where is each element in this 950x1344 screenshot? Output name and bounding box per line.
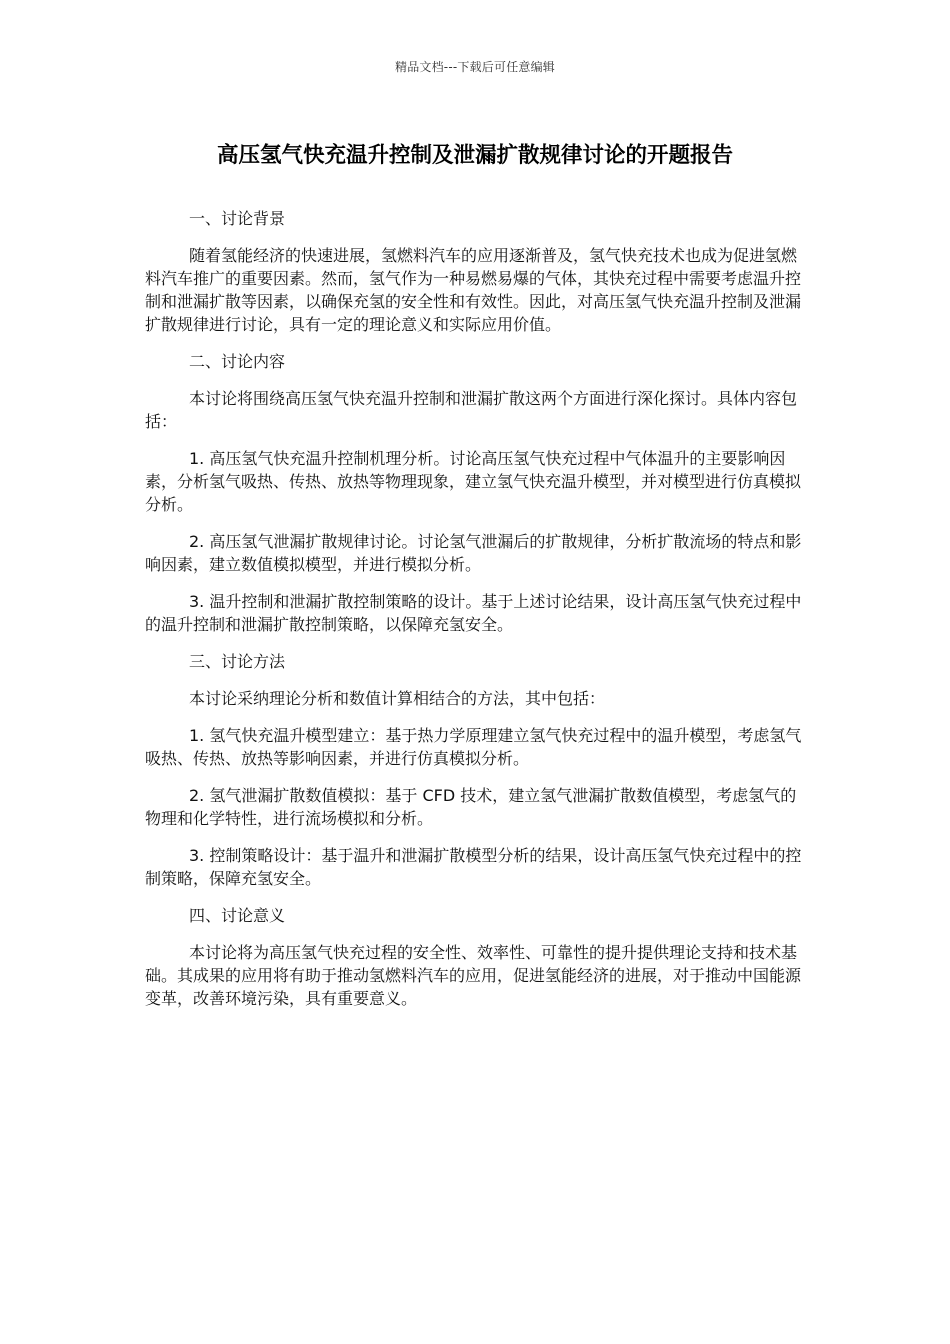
header-note: 精品文档---下载后可任意编辑: [395, 60, 555, 74]
list-item: 3. 控制策略设计：基于温升和泄漏扩散模型分析的结果，设计高压氢气快充过程中的控制策略，保障充氢安全。: [145, 846, 802, 888]
section-heading: 三、讨论方法: [189, 652, 286, 671]
list-item: 1. 高压氢气快充温升控制机理分析。讨论高压氢气快充过程中气体温升的主要影响因素，分析氢气吸热、传热、放热等物理现象，建立氢气快充温升模型，并对模型进行仿真模拟分析。: [145, 449, 802, 514]
list-item: 1. 氢气快充温升模型建立：基于热力学原理建立氢气快充过程中的温升模型，考虑氢气吸热、传热、放热等影响因素，并进行仿真模拟分析。: [145, 726, 802, 768]
section-significance: [145, 904, 805, 1010]
paragraph: 本讨论将为高压氢气快充过程的安全性、效率性、可靠性的提升提供理论支持和技术基础。其成果的应用将有助于推动氢燃料汽车的应用，促进氢能经济的进展，对于推动中国能源变革，改善环境污染，具有重要意义。: [145, 943, 802, 1008]
document-title: 高压氢气快充温升控制及泄漏扩散规律讨论的开题报告: [216, 143, 733, 168]
list-item: 2. 氢气泄漏扩散数值模拟：基于 CFD 技术，建立氢气泄漏扩散数值模型，考虑氢气的物理和化学特性，进行流场模拟和分析。: [145, 786, 797, 828]
document-body: [145, 207, 805, 1024]
section-content: [145, 350, 805, 636]
list-item: 3. 温升控制和泄漏扩散控制策略的设计。基于上述讨论结果，设计高压氢气快充过程中的温升控制和泄漏扩散控制策略，以保障充氢安全。: [145, 592, 802, 634]
section-heading: 二、讨论内容: [189, 352, 286, 371]
section-method: [145, 650, 805, 890]
list-item: 2. 高压氢气泄漏扩散规律讨论。讨论氢气泄漏后的扩散规律，分析扩散流场的特点和影响因素，建立数值模拟模型，并进行模拟分析。: [145, 532, 802, 574]
paragraph: 本讨论将围绕高压氢气快充温升控制和泄漏扩散这两个方面进行深化探讨。具体内容包括：: [145, 389, 798, 431]
section-heading: 一、讨论背景: [189, 209, 286, 228]
paragraph: 随着氢能经济的快速进展，氢燃料汽车的应用逐渐普及，氢气快充技术也成为促进氢燃料汽车推广的重要因素。然而，氢气作为一种易燃易爆的气体，其快充过程中需要考虑温升控制和泄漏扩散等因素，以确保充氢的安全性和有效性。因此，对高压氢气快充温升控制及泄漏扩散规律进行讨论，具有一定的理论意义和实际应用价值。: [145, 246, 802, 334]
section-background: [145, 207, 805, 336]
section-heading: 四、讨论意义: [189, 906, 286, 925]
paragraph: 本讨论采纳理论分析和数值计算相结合的方法，其中包括：: [189, 689, 606, 708]
